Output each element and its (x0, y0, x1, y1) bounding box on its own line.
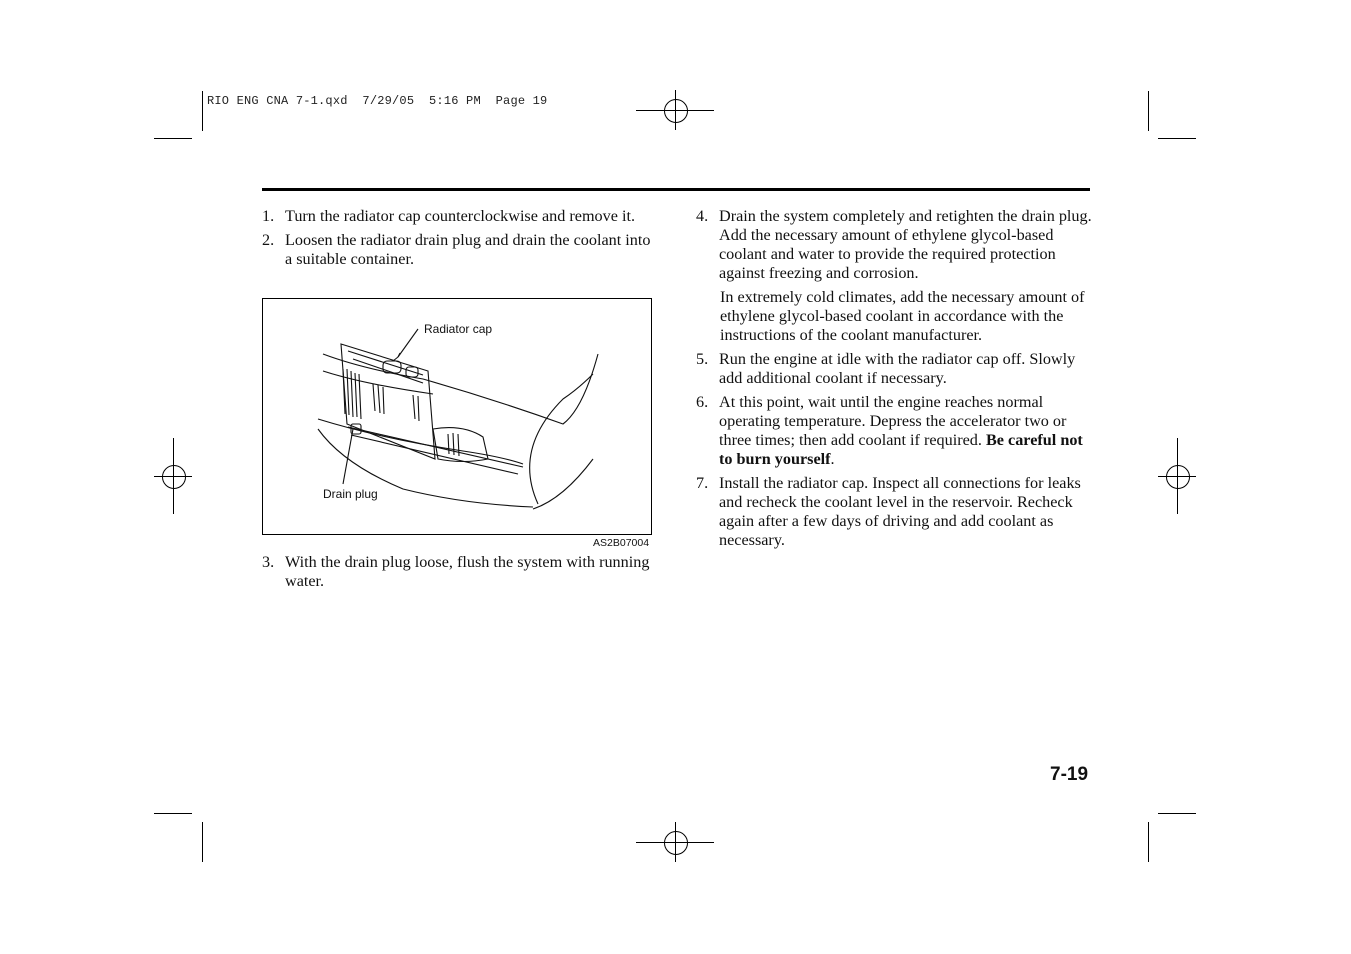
step-number: 5. (696, 350, 709, 368)
crop-mark (1158, 813, 1196, 814)
step-text: Drain the system completely and retighten the drain plug. Add the necessary amount of ethylene glycol-based coolant and water to provide the required protection against freezing and corrosion. (719, 207, 1092, 282)
crop-mark (154, 138, 192, 139)
crop-mark (202, 822, 203, 862)
radiator-cap-label: Radiator cap (424, 322, 493, 336)
crop-mark (1148, 822, 1149, 862)
step-7 (696, 474, 1092, 550)
drain-plug-label: Drain plug (323, 487, 378, 501)
step-text: Run the engine at idle with the radiator cap off. Slowly add additional coolant if necessary. (719, 350, 1076, 387)
step-number: 4. (696, 207, 709, 225)
warning-text: Be careful not to burn yourself (719, 431, 1083, 468)
header-rule (262, 188, 1090, 191)
step-number: 3. (262, 553, 275, 571)
step-number: 6. (696, 393, 709, 411)
step-3 (262, 553, 656, 596)
step-6-end: . (830, 450, 835, 468)
left-column (262, 207, 656, 274)
radiator-illustration (262, 298, 652, 535)
print-slug: RIO ENG CNA 7-1.qxd 7/29/05 5:16 PM Page 19 (207, 94, 548, 108)
step-text (719, 393, 1092, 469)
step-number: 1. (262, 207, 275, 225)
figure-code: AS2B07004 (593, 537, 650, 549)
step-6-text: At this point, wait until the engine reaches normal operating temperature. Depress the accelerator two or three times; then add coolant if required. (719, 393, 1067, 449)
crop-mark (154, 813, 192, 814)
step-text: With the drain plug loose, flush the system with running water. (285, 553, 650, 590)
right-column (696, 207, 1092, 555)
crop-mark (202, 91, 203, 131)
crop-mark (1158, 138, 1196, 139)
step-5 (696, 350, 1092, 388)
page-number: 7-19 (1050, 764, 1089, 785)
step-number: 7. (696, 474, 709, 492)
step-1 (262, 207, 656, 226)
step-text: Turn the radiator cap counterclockwise and remove it. (285, 207, 636, 225)
step-text: Install the radiator cap. Inspect all connections for leaks and recheck the coolant level in the reservoir. Recheck again after a few days of driving and add coolant as necessary. (719, 474, 1081, 549)
step-4 (696, 207, 1092, 283)
step-2 (262, 231, 656, 269)
step-number: 2. (262, 231, 275, 249)
step-6 (696, 393, 1092, 469)
step-4-note: In extremely cold climates, add the necessary amount of ethylene glycol-based coolant in accordance with the instructions of the coolant manufacturer. (720, 288, 1085, 344)
step-text: Loosen the radiator drain plug and drain the coolant into a suitable container. (285, 231, 651, 268)
crop-mark (1148, 91, 1149, 131)
